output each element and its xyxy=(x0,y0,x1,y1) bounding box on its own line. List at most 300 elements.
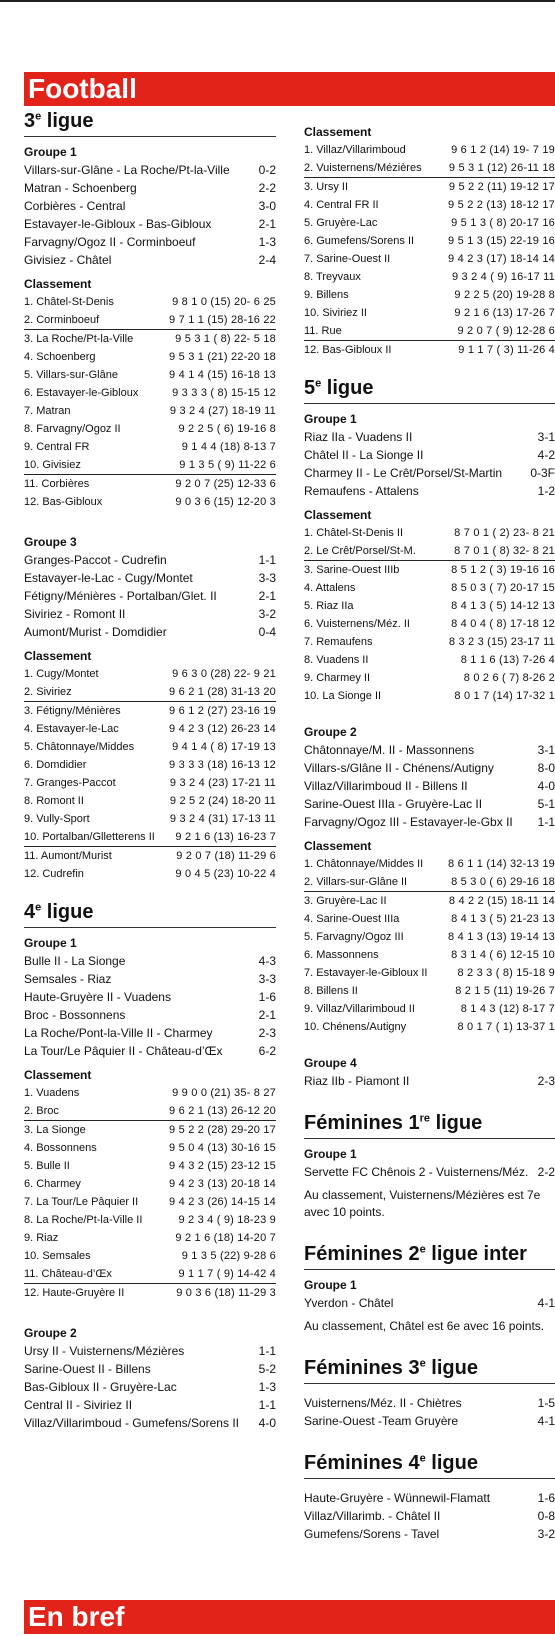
team-stats: 9 2 2 5 (20) 19-28 8 xyxy=(454,289,555,301)
match-result xyxy=(24,1042,276,1060)
match-score: 0-3F xyxy=(530,466,555,480)
match-teams: Givisiez - Châtel xyxy=(24,253,112,267)
standings-row xyxy=(24,330,276,348)
match-result xyxy=(24,179,276,197)
team-stats: 9 3 3 3 ( 8) 15-15 12 xyxy=(172,387,276,399)
team-stats: 8 3 2 3 (15) 23-17 11 xyxy=(448,636,555,648)
match-score: 1-6 xyxy=(258,990,276,1004)
match-result xyxy=(24,1006,276,1024)
standings-row xyxy=(304,232,555,250)
league-title-main: Féminines 3 xyxy=(304,1357,420,1379)
group-label: Groupe 2 xyxy=(304,725,357,739)
team-stats: 8 4 0 4 ( 8) 17-18 12 xyxy=(451,618,555,630)
team-stats: 9 6 3 0 (28) 22- 9 21 xyxy=(172,668,276,680)
league-title-rest: ligue inter xyxy=(425,1243,527,1265)
standings-row xyxy=(304,304,555,322)
match-score: 1-3 xyxy=(258,1380,276,1394)
team-name: 1. Cugy/Montet xyxy=(24,668,99,680)
team-stats: 8 4 1 3 (13) 19-14 13 xyxy=(448,931,555,943)
team-stats: 8 6 1 1 (14) 32-13 19 xyxy=(448,858,555,870)
match-teams: Riaz IIa - Vuadens II xyxy=(304,430,413,444)
team-name: 3. Fétigny/Ménières xyxy=(24,705,121,717)
team-name: 11. Aumont/Murist xyxy=(24,850,112,862)
match-score: 6-2 xyxy=(258,1044,276,1058)
team-name: 5. Farvagny/Ogoz III xyxy=(304,931,404,943)
match-teams: Villars-sur-Glâne - La Roche/Pt-la-Ville xyxy=(24,163,230,177)
team-name: 10. Givisiez xyxy=(24,459,81,471)
team-stats: 8 4 1 3 ( 5) 14-12 13 xyxy=(451,600,555,612)
standings-row xyxy=(24,1193,276,1211)
team-stats: 9 7 1 1 (15) 28-16 22 xyxy=(169,314,276,326)
match-teams: Charmey II - Le Crêt/Porsel/St-Martin xyxy=(304,466,503,480)
match-score: 3-3 xyxy=(258,972,276,986)
standings-row xyxy=(304,178,555,196)
match-result xyxy=(304,759,555,777)
standings-row xyxy=(304,651,555,669)
team-stats: 9 3 3 3 (18) 16-13 12 xyxy=(169,759,276,771)
team-stats: 9 1 1 7 ( 3) 11-26 4 xyxy=(458,344,555,356)
team-name: 7. Remaufens xyxy=(304,636,373,648)
team-name: 7. Granges-Paccot xyxy=(24,777,116,789)
standings-row xyxy=(24,493,276,511)
league-title-rest: ligue xyxy=(41,110,94,132)
match-teams: La Tour/Le Pâquier II - Château-d’Œx xyxy=(24,1044,223,1058)
match-teams: Riaz IIb - Piamont II xyxy=(304,1074,410,1088)
standings-row xyxy=(304,669,555,687)
standings-row xyxy=(24,1229,276,1247)
match-score: 4-0 xyxy=(258,1416,276,1430)
team-stats: 9 2 1 6 (13) 17-26 7 xyxy=(454,307,555,319)
team-stats: 9 5 3 1 (12) 26-11 18 xyxy=(448,162,555,174)
standings-row xyxy=(304,159,555,178)
team-stats: 8 7 0 1 ( 2) 23- 8 21 xyxy=(454,527,555,539)
match-result xyxy=(304,777,555,795)
match-score: 1-5 xyxy=(537,1396,555,1410)
team-stats: 9 3 2 4 ( 9) 16-17 11 xyxy=(451,271,555,283)
team-name: 6. Vuisternens/Méz. II xyxy=(304,618,410,630)
team-name: 4. Attalens xyxy=(304,582,356,594)
match-score: 1-1 xyxy=(258,1344,276,1358)
match-score: 5-2 xyxy=(258,1362,276,1376)
match-score: 4-1 xyxy=(537,1296,555,1310)
team-name: 2. Villars-sur-Glâne II xyxy=(304,876,408,888)
standings-row xyxy=(304,1000,555,1018)
team-stats: 9 5 2 2 (13) 18-12 17 xyxy=(448,199,555,211)
team-stats: 9 5 3 1 (21) 22-20 18 xyxy=(169,351,276,363)
standings-row xyxy=(24,1084,276,1102)
team-name: 1. Châtel-St-Denis xyxy=(24,296,114,308)
team-name: 1. Châtonnaye/Middes II xyxy=(304,858,424,870)
standings-row xyxy=(304,579,555,597)
match-score: 3-1 xyxy=(537,743,555,757)
standings-note: Au classement, Vuisternens/Mézières est 7e avec 10 points. xyxy=(304,1188,541,1219)
league-title-main: 4 xyxy=(24,901,36,923)
match-result xyxy=(304,1163,555,1181)
standings-row xyxy=(24,720,276,738)
team-stats: 8 0 2 6 ( 7) 8-26 2 xyxy=(463,672,555,684)
match-result xyxy=(304,1412,555,1430)
match-teams: Yverdon - Châtel xyxy=(304,1296,394,1310)
team-name: 9. Billens xyxy=(304,289,349,301)
match-result xyxy=(24,952,276,970)
match-result xyxy=(304,795,555,813)
match-score: 3-0 xyxy=(258,199,276,213)
league-title-rest: ligue xyxy=(425,1357,478,1379)
standings-row xyxy=(24,293,276,311)
league-title-sup: e xyxy=(315,377,322,390)
match-score: 3-2 xyxy=(537,1527,555,1541)
group-label: Groupe 4 xyxy=(304,1056,357,1070)
section-banner-football: Football xyxy=(24,72,555,106)
standings-row xyxy=(304,855,555,873)
match-result xyxy=(304,741,555,759)
match-result xyxy=(24,1024,276,1042)
standings-row xyxy=(24,366,276,384)
match-teams: Farvagny/Ogoz II - Corminboeuf xyxy=(24,235,196,249)
team-name: 10. Portalban/Glletterens II xyxy=(24,831,155,843)
right-column xyxy=(304,117,555,1543)
match-teams: Ursy II - Vuisternens/Mézières xyxy=(24,1344,185,1358)
team-name: 8. Romont II xyxy=(24,795,84,807)
team-name: 2. Corminboeuf xyxy=(24,314,100,326)
league-title-main: Féminines 1 xyxy=(304,1112,420,1134)
match-score: 2-1 xyxy=(258,589,276,603)
team-name: 10. La Sionge II xyxy=(304,690,382,702)
match-teams: Villaz/Villarimboud II - Billens II xyxy=(304,779,468,793)
standings-row xyxy=(304,561,555,579)
team-stats: 9 1 3 5 (22) 9-28 6 xyxy=(181,1250,276,1262)
league-title-rest: ligue xyxy=(321,377,374,399)
league-title-rest: ligue xyxy=(430,1112,483,1134)
team-name: 3. Sarine-Ouest IIIb xyxy=(304,564,400,576)
team-name: 10. Chénens/Autigny xyxy=(304,1021,407,1033)
team-name: 3. La Sionge xyxy=(24,1124,86,1136)
standings-row xyxy=(24,810,276,828)
match-score: 1-1 xyxy=(258,553,276,567)
team-stats: 9 3 2 4 (23) 17-21 11 xyxy=(169,777,276,789)
standings-row xyxy=(304,892,555,910)
team-stats: 9 0 3 6 (18) 11-29 3 xyxy=(176,1287,276,1299)
team-name: 7. Sarine-Ouest II xyxy=(304,253,391,265)
team-name: 6. Domdidier xyxy=(24,759,87,771)
standings-row xyxy=(304,322,555,341)
team-stats: 8 1 1 6 (13) 7-26 4 xyxy=(460,654,555,666)
team-name: 1. Vuadens xyxy=(24,1087,80,1099)
standings-row xyxy=(24,1102,276,1121)
standings-row xyxy=(24,1211,276,1229)
team-name: 3. Gruyère-Lac II xyxy=(304,895,387,907)
match-score: 4-3 xyxy=(258,954,276,968)
match-teams: Siviriez - Romont II xyxy=(24,607,126,621)
match-teams: Gumefens/Sorens - Tavel xyxy=(304,1527,440,1541)
team-stats: 9 2 0 7 ( 9) 12-28 6 xyxy=(457,325,555,337)
standings-row xyxy=(24,756,276,774)
standings-row xyxy=(304,286,555,304)
match-result xyxy=(24,197,276,215)
match-score: 2-2 xyxy=(537,1165,555,1179)
team-stats: 9 1 1 7 ( 9) 14-42 4 xyxy=(178,1268,276,1280)
team-name: 12. Bas-Gibloux II xyxy=(304,344,392,356)
team-stats: 8 0 1 7 ( 1) 13-37 1 xyxy=(457,1021,555,1033)
standings-row xyxy=(24,828,276,847)
team-name: 4. Bossonnens xyxy=(24,1142,97,1154)
match-result xyxy=(24,215,276,233)
match-teams: Corbières - Central xyxy=(24,199,126,213)
team-name: 11. Château-d’Œx xyxy=(24,1268,112,1280)
match-teams: Central II - Siviriez II xyxy=(24,1398,133,1412)
standings-row xyxy=(304,946,555,964)
match-teams: Haute-Gruyère - Wünnewil-Flamatt xyxy=(304,1491,491,1505)
match-result xyxy=(304,1489,555,1507)
league-title-sup: e xyxy=(419,1357,426,1370)
match-score: 8-0 xyxy=(537,761,555,775)
group-label: Groupe 2 xyxy=(24,1326,77,1340)
standings-row xyxy=(304,873,555,892)
team-name: 7. La Tour/Le Pâquier II xyxy=(24,1196,139,1208)
standings-row xyxy=(24,438,276,456)
standings-row xyxy=(24,792,276,810)
team-name: 7. Matran xyxy=(24,405,71,417)
team-name: 5. Gruyère-Lac xyxy=(304,217,378,229)
match-result xyxy=(304,1507,555,1525)
match-teams: Châtel II - La Sionge II xyxy=(304,448,424,462)
team-name: 5. Riaz IIa xyxy=(304,600,354,612)
team-stats: 8 5 0 3 ( 7) 20-17 15 xyxy=(451,582,555,594)
standings-note: Au classement, Châtel est 6e avec 16 points. xyxy=(304,1319,545,1333)
match-result xyxy=(24,623,276,641)
standings-row xyxy=(24,847,276,865)
team-stats: 9 4 2 3 (13) 20-18 14 xyxy=(169,1178,276,1190)
team-stats: 9 6 2 1 (28) 31-13 20 xyxy=(169,686,276,698)
team-stats: 8 4 1 3 ( 5) 21-23 13 xyxy=(451,913,555,925)
match-result xyxy=(304,1525,555,1543)
match-result xyxy=(24,161,276,179)
match-result xyxy=(304,1072,555,1090)
match-result xyxy=(304,464,555,482)
match-score: 2-2 xyxy=(258,181,276,195)
team-stats: 9 5 2 2 (11) 19-12 17 xyxy=(448,181,555,193)
match-score: 2-3 xyxy=(537,1074,555,1088)
league-title-sup: e xyxy=(419,1452,426,1465)
match-teams: Vuisternens/Méz. II - Chiètres xyxy=(304,1396,462,1410)
team-name: 3. Ursy II xyxy=(304,181,349,193)
match-teams: Bulle II - La Sionge xyxy=(24,954,126,968)
match-teams: Estavayer-le-Gibloux - Bas-Gibloux xyxy=(24,217,212,231)
team-name: 9. Villaz/Villarimboud II xyxy=(304,1003,415,1015)
standings-row xyxy=(304,615,555,633)
team-stats: 9 4 1 4 (15) 16-18 13 xyxy=(169,369,276,381)
team-name: 2. Le Crêt/Porsel/St-M. xyxy=(304,545,416,557)
standings-row xyxy=(24,1284,276,1302)
match-result xyxy=(304,1394,555,1412)
team-stats: 9 9 0 0 (21) 35- 8 27 xyxy=(172,1087,276,1099)
standings-row xyxy=(24,1175,276,1193)
team-stats: 8 0 1 7 (14) 17-32 1 xyxy=(454,690,555,702)
match-score: 1-1 xyxy=(258,1398,276,1412)
match-teams: Fétigny/Ménières - Portalban/Glet. II xyxy=(24,589,217,603)
standings-label: Classement xyxy=(24,649,92,663)
standings-row xyxy=(24,475,276,493)
team-stats: 9 0 4 5 (23) 10-22 4 xyxy=(175,868,276,880)
match-score: 1-2 xyxy=(537,484,555,498)
match-score: 3-2 xyxy=(258,607,276,621)
league-title-sup: re xyxy=(419,1112,431,1125)
match-score: 1-1 xyxy=(537,815,555,829)
team-stats: 9 4 3 2 (15) 23-12 15 xyxy=(169,1160,276,1172)
team-stats: 9 4 2 3 (12) 26-23 14 xyxy=(169,723,276,735)
team-stats: 9 2 5 2 (24) 18-20 11 xyxy=(169,795,276,807)
match-result xyxy=(24,587,276,605)
team-stats: 8 5 3 0 ( 6) 29-16 18 xyxy=(451,876,555,888)
group-label: Groupe 1 xyxy=(24,145,77,159)
team-name: 4. Central FR II xyxy=(304,199,379,211)
team-name: 5. Châtonnaye/Middes xyxy=(24,741,135,753)
team-name: 8. La Roche/Pt-la-Ville II xyxy=(24,1214,143,1226)
team-name: 9. Central FR xyxy=(24,441,90,453)
standings-row xyxy=(304,928,555,946)
match-teams: Servette FC Chênois 2 - Vuisternens/Méz. xyxy=(304,1165,529,1179)
match-teams: Matran - Schoenberg xyxy=(24,181,137,195)
team-name: 2. Vuisternens/Mézières xyxy=(304,162,422,174)
team-name: 10. Siviriez II xyxy=(304,307,367,319)
standings-label: Classement xyxy=(304,839,372,853)
match-teams: Haute-Gruyère II - Vuadens xyxy=(24,990,171,1004)
team-name: 10. Semsales xyxy=(24,1250,91,1262)
standings-row xyxy=(24,702,276,720)
team-name: 1. Villaz/Villarimboud xyxy=(304,144,406,156)
team-stats: 8 2 3 3 ( 8) 15-18 9 xyxy=(457,967,555,979)
match-result xyxy=(24,551,276,569)
team-stats: 8 5 1 2 ( 3) 19-16 16 xyxy=(451,564,555,576)
match-score: 0-8 xyxy=(537,1509,555,1523)
match-teams: Sarine-Ouest -Team Gruyère xyxy=(304,1414,459,1428)
match-teams: Remaufens - Attalens xyxy=(304,484,419,498)
league-title-feminines-3e-ligue xyxy=(304,1357,555,1384)
match-teams: Villaz/Villarimboud - Gumefens/Sorens II xyxy=(24,1416,239,1430)
standings-row xyxy=(24,1121,276,1139)
team-stats: 9 3 2 4 (31) 17-13 11 xyxy=(169,813,276,825)
standings-label: Classement xyxy=(24,277,92,291)
team-name: 4. Sarine-Ouest IIIa xyxy=(304,913,400,925)
team-stats: 9 1 3 5 ( 9) 11-22 6 xyxy=(179,459,276,471)
team-stats: 8 4 2 2 (15) 18-11 14 xyxy=(448,895,555,907)
team-stats: 8 1 4 3 (12) 8-17 7 xyxy=(460,1003,555,1015)
group-label: Groupe 1 xyxy=(304,1147,357,1161)
team-name: 11. Rue xyxy=(304,325,342,337)
standings-row xyxy=(304,910,555,928)
match-result xyxy=(304,428,555,446)
team-name: 3. La Roche/Pt-la-Ville xyxy=(24,333,134,345)
league-title-sup: e xyxy=(419,1243,426,1256)
league-title-sup: e xyxy=(35,110,42,123)
standings-row xyxy=(304,687,555,705)
standings-label: Classement xyxy=(304,508,372,522)
match-result xyxy=(24,1378,276,1396)
standings-row xyxy=(24,311,276,330)
league-title-sup: e xyxy=(35,901,42,914)
standings-row xyxy=(304,597,555,615)
league-title-3e-ligue xyxy=(24,110,276,137)
group-label: Groupe 1 xyxy=(304,412,357,426)
standings-row xyxy=(304,542,555,561)
match-score: 0-4 xyxy=(258,625,276,639)
team-stats: 9 2 2 5 ( 6) 19-16 8 xyxy=(178,423,276,435)
team-name: 2. Siviriez xyxy=(24,686,72,698)
league-title-rest: ligue xyxy=(41,901,94,923)
match-result xyxy=(24,605,276,623)
match-result xyxy=(24,1396,276,1414)
team-stats: 9 5 0 4 (13) 30-16 15 xyxy=(169,1142,276,1154)
team-stats: 9 8 1 0 (15) 20- 6 25 xyxy=(172,296,276,308)
match-teams: Sarine-Ouest IIIa - Gruyère-Lac II xyxy=(304,797,483,811)
standings-row xyxy=(24,384,276,402)
match-result xyxy=(24,970,276,988)
top-rule xyxy=(0,0,555,2)
team-name: 12. Cudrefin xyxy=(24,868,84,880)
standings-row xyxy=(24,683,276,702)
team-name: 9. Riaz xyxy=(24,1232,59,1244)
team-name: 4. Schoenberg xyxy=(24,351,96,363)
team-stats: 8 2 1 5 (11) 19-26 7 xyxy=(455,985,555,997)
group-label: Groupe 3 xyxy=(24,535,77,549)
match-result xyxy=(24,1414,276,1432)
match-score: 3-3 xyxy=(258,571,276,585)
match-teams: Granges-Paccot - Cudrefin xyxy=(24,553,167,567)
standings-row xyxy=(304,633,555,651)
team-stats: 9 5 3 1 ( 8) 22- 5 18 xyxy=(175,333,276,345)
match-result xyxy=(24,1342,276,1360)
team-stats: 9 6 2 1 (13) 26-12 20 xyxy=(169,1105,276,1117)
match-teams: Aumont/Murist - Domdidier xyxy=(24,625,167,639)
team-name: 6. Estavayer-le-Gibloux xyxy=(24,387,139,399)
group-label: Groupe 1 xyxy=(24,936,77,950)
match-result xyxy=(24,251,276,269)
standings-row xyxy=(24,456,276,475)
standings-row xyxy=(24,1247,276,1265)
match-result xyxy=(24,1360,276,1378)
team-stats: 9 2 1 6 (13) 16-23 7 xyxy=(175,831,276,843)
standings-row xyxy=(24,420,276,438)
match-score: 2-4 xyxy=(258,253,276,267)
standings-row xyxy=(24,1265,276,1284)
standings-row xyxy=(304,982,555,1000)
league-title-main: Féminines 4 xyxy=(304,1452,420,1474)
team-stats: 9 5 1 3 (15) 22-19 16 xyxy=(448,235,555,247)
league-title-main: Féminines 2 xyxy=(304,1243,420,1265)
match-score: 2-1 xyxy=(258,217,276,231)
league-title-main: 5 xyxy=(304,377,316,399)
standings-row xyxy=(304,214,555,232)
team-name: 9. Charmey II xyxy=(304,672,371,684)
league-title-feminines-1re-ligue xyxy=(304,1112,555,1139)
team-stats: 8 7 0 1 ( 8) 32- 8 21 xyxy=(454,545,555,557)
team-stats: 9 4 2 3 (26) 14-15 14 xyxy=(169,1196,276,1208)
match-score: 4-2 xyxy=(537,448,555,462)
team-name: 2. Broc xyxy=(24,1105,59,1117)
left-column xyxy=(24,110,276,1432)
standings-label: Classement xyxy=(24,1068,92,1082)
match-teams: Sarine-Ouest II - Billens xyxy=(24,1362,151,1376)
match-teams: Villars-s/Glâne II - Chénens/Autigny xyxy=(304,761,494,775)
match-score: 4-1 xyxy=(537,1414,555,1428)
section-banner-en-bref: En bref xyxy=(24,1600,555,1634)
match-score: 0-2 xyxy=(258,163,276,177)
team-name: 11. Corbières xyxy=(24,478,90,490)
standings-row xyxy=(24,774,276,792)
match-score: 4-0 xyxy=(537,779,555,793)
league-title-feminines-4e-ligue xyxy=(304,1452,555,1479)
team-name: 8. Vuadens II xyxy=(304,654,369,666)
